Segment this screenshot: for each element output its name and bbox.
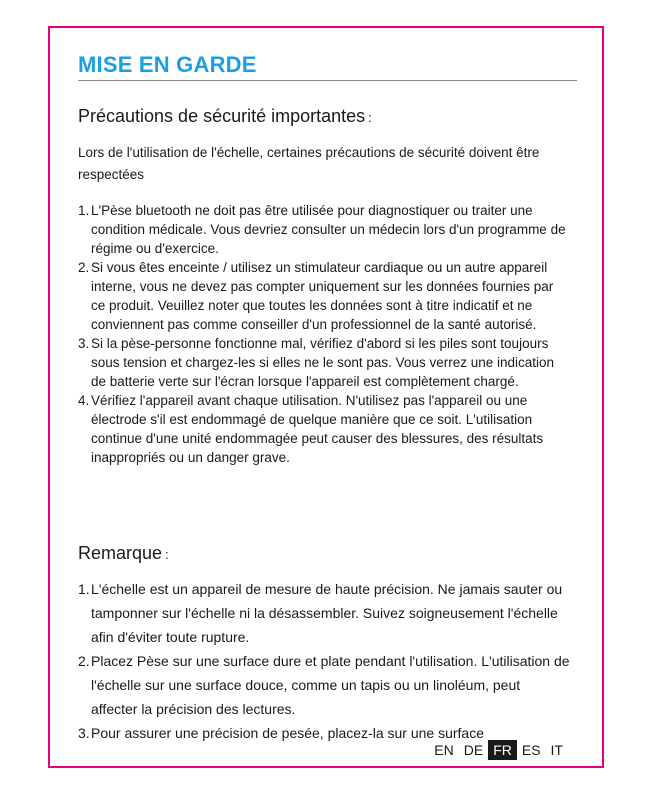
safety-heading xyxy=(78,106,372,127)
list-item-text: Pour assurer une précision de pesée, placez-la sur une surface xyxy=(91,725,484,741)
remark-heading-text: Remarque xyxy=(78,543,163,563)
remark-list xyxy=(78,577,570,745)
language-tab-es[interactable]: ES xyxy=(521,742,541,758)
list-item xyxy=(78,201,570,258)
list-item-text: Placez Pèse sur une surface dure et plate pendant l'utilisation. L'utilisation de l'échelle sur une surface douce, comme un tapis ou un linoléum, peut affecter la précision des lectures. xyxy=(91,653,570,717)
remark-heading-colon: : xyxy=(165,547,169,562)
page-title: MISE EN GARDE xyxy=(78,52,257,77)
list-item-number: 1. xyxy=(78,203,90,218)
remark-heading xyxy=(78,543,169,564)
list-item-number: 3. xyxy=(78,336,90,351)
list-item xyxy=(78,334,570,391)
language-tab-de[interactable]: DE xyxy=(463,742,484,758)
list-item-text: Si vous êtes enceinte / utilisez un stimulateur cardiaque ou un autre appareil interne, vous ne devez pas compter uniquement sur les données fournies par ce produit. Veuillez noter que toutes les données sont à titre indicatif et ne conviennent pas comme conseiller d'un professionnel de la santé autorisé. xyxy=(91,260,554,332)
safety-heading-colon: : xyxy=(368,110,372,125)
list-item xyxy=(78,258,570,334)
list-item-text: Si la pèse-personne fonctionne mal, vérifiez d'abord si les piles sont toujours sous tension et chargez-les si elles ne le sont pas. Vous verrez une indication de batterie verte sur l'écran lorsque l'appareil est complètement chargé. xyxy=(91,336,555,389)
list-item-number: 4. xyxy=(78,393,90,408)
language-tab-fr[interactable]: FR xyxy=(488,740,517,760)
safety-list xyxy=(78,201,570,467)
list-item-text: L'Pèse bluetooth ne doit pas être utilisée pour diagnostiquer ou traiter une condition médicale. Vous devriez consulter un médecin lors d'un programme de régime ou d'exercice. xyxy=(91,203,566,256)
list-item xyxy=(78,649,570,721)
title-divider xyxy=(78,80,577,81)
safety-heading-text: Précautions de sécurité importantes xyxy=(78,106,366,126)
list-item-number: 1. xyxy=(78,581,90,597)
language-tab-it[interactable]: IT xyxy=(550,742,563,758)
safety-intro: Lors de l'utilisation de l'échelle, certaines précautions de sécurité doivent être respectées xyxy=(78,145,540,182)
list-item-number: 2. xyxy=(78,653,90,669)
list-item-text: L'échelle est un appareil de mesure de haute précision. Ne jamais sauter ou tamponner sur l'échelle ni la désassembler. Suivez soigneusement l'échelle afin d'éviter toute rupture. xyxy=(91,581,563,645)
list-item-text: Vérifiez l'appareil avant chaque utilisation. N'utilisez pas l'appareil ou une électrode s'il est endommagé de quelque manière que ce soit. L'utilisation continue d'une unité endommagée peut causer des blessures, des résultats inappropriés ou un danger grave. xyxy=(91,393,544,465)
list-item xyxy=(78,391,570,467)
list-item-number: 2. xyxy=(78,260,90,275)
list-item xyxy=(78,577,570,649)
language-selector xyxy=(429,740,568,760)
list-item-number: 3. xyxy=(78,725,90,741)
language-tab-en[interactable]: EN xyxy=(434,742,454,758)
